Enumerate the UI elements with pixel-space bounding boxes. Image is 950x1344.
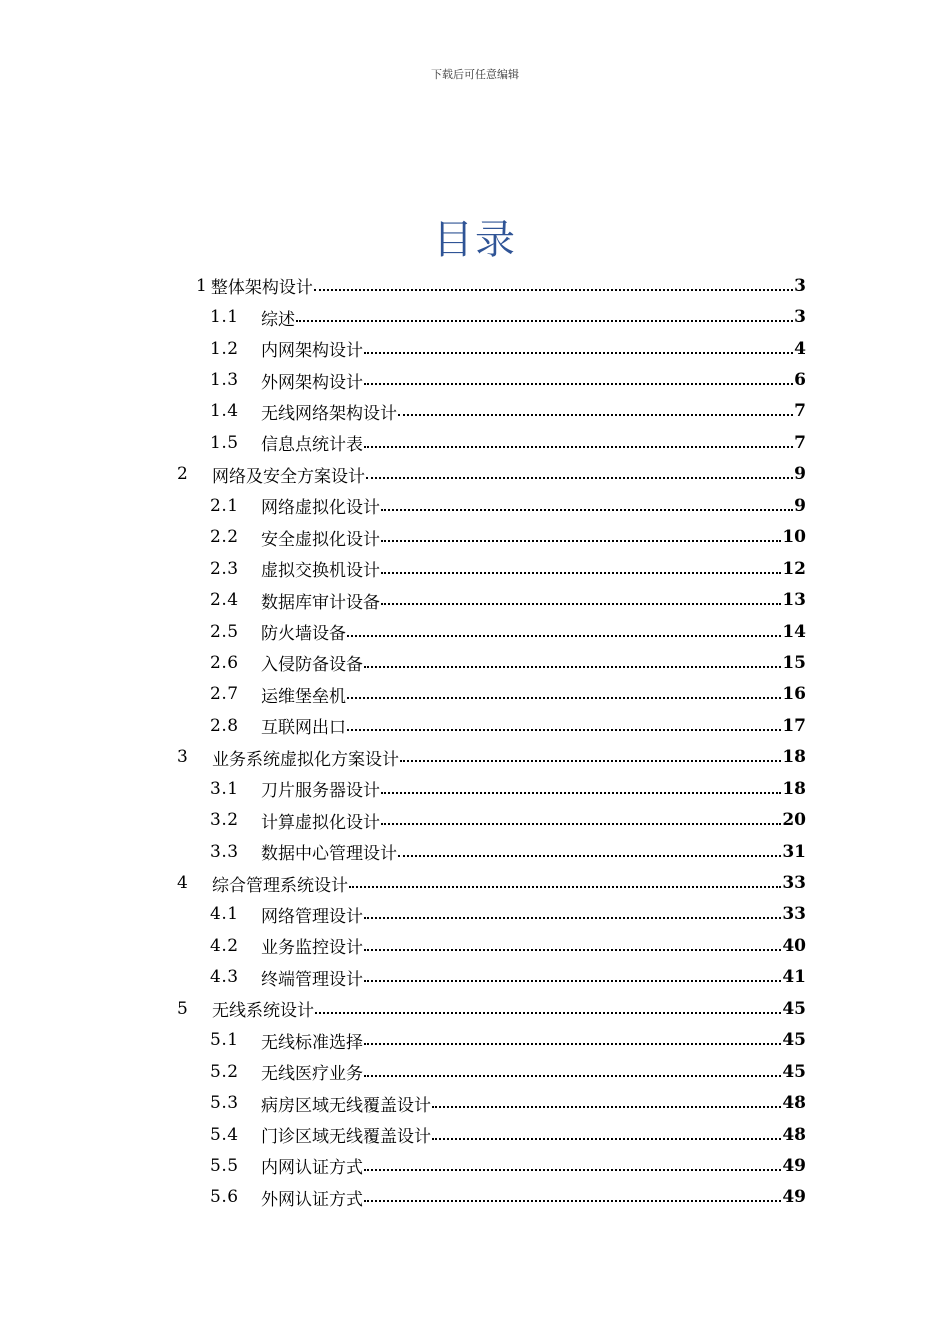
- toc-dot-leader: [381, 823, 781, 825]
- toc-entry-page: 40: [782, 935, 806, 956]
- toc-entry-page: 18: [782, 747, 806, 768]
- toc-dot-leader: [296, 320, 793, 322]
- toc-entry[interactable]: [176, 1056, 806, 1087]
- toc-entry-number: 2: [177, 464, 188, 485]
- toc-entry[interactable]: [176, 459, 806, 490]
- toc-entry-title: 无线网络架构设计: [261, 403, 397, 424]
- toc-entry-page: 13: [782, 590, 806, 611]
- toc-entry-page: 33: [782, 873, 806, 894]
- toc-entry-page: 6: [794, 370, 806, 391]
- toc-entry-title: 网络虚拟化设计: [261, 498, 380, 519]
- toc-entry[interactable]: [176, 993, 806, 1024]
- toc-entry-page: 3: [794, 275, 806, 296]
- toc-entry-title: 无线系统设计: [212, 1001, 314, 1022]
- toc-entry-number: 2.7: [210, 684, 239, 705]
- toc-entry[interactable]: [176, 647, 806, 678]
- toc-dot-leader: [364, 1043, 781, 1045]
- toc-entry[interactable]: [176, 301, 806, 332]
- header-note: 下载后可任意编辑: [431, 68, 519, 81]
- toc-entry[interactable]: [176, 742, 806, 773]
- toc-entry-title: 计算虚拟化设计: [261, 812, 380, 833]
- toc-dot-leader: [364, 383, 793, 385]
- toc-entry-title: 虚拟交换机设计: [261, 561, 380, 582]
- toc-dot-leader: [364, 666, 781, 668]
- toc-entry-number: 3.3: [210, 841, 239, 862]
- toc-dot-leader: [432, 1138, 781, 1140]
- toc-entry-number: 5.4: [210, 1124, 239, 1145]
- toc-entry-number: 3.2: [210, 810, 239, 831]
- toc-entry[interactable]: [176, 710, 806, 741]
- toc-entry-title: 病房区域无线覆盖设计: [261, 1095, 431, 1116]
- toc-entry-number: 2.6: [210, 652, 239, 673]
- toc-entry[interactable]: [176, 616, 806, 647]
- toc-entry-number: 4: [177, 873, 188, 894]
- toc-entry-number: 5.1: [210, 1030, 239, 1051]
- toc-entry[interactable]: [176, 899, 806, 930]
- toc-entry-number: 1.2: [210, 338, 239, 359]
- toc-entry-number: 2.4: [210, 590, 239, 611]
- toc-entry[interactable]: [176, 333, 806, 364]
- toc-dot-leader: [432, 1106, 781, 1108]
- toc-entry[interactable]: [176, 522, 806, 553]
- toc-entry-title: 数据中心管理设计: [261, 844, 397, 865]
- toc-entry-number: 5.5: [210, 1155, 239, 1176]
- toc-dot-leader: [364, 352, 793, 354]
- toc-entry-number: 3.1: [210, 778, 239, 799]
- toc-dot-leader: [364, 446, 793, 448]
- toc-entry-title: 无线医疗业务: [261, 1064, 363, 1085]
- toc-entry[interactable]: [176, 364, 806, 395]
- toc-dot-leader: [347, 635, 781, 637]
- toc-dot-leader: [381, 792, 781, 794]
- toc-title: 目录: [433, 217, 517, 263]
- toc-dot-leader: [398, 855, 781, 857]
- toc-dot-leader: [381, 572, 781, 574]
- toc-entry-number: 2.2: [210, 527, 239, 548]
- table-of-contents: [176, 270, 806, 1213]
- toc-entry-title: 整体架构设计: [210, 278, 313, 299]
- toc-entry-page: 33: [782, 904, 806, 925]
- toc-entry-number: 4.2: [210, 935, 239, 956]
- toc-entry-title: 运维堡垒机: [261, 686, 346, 707]
- toc-dot-leader: [349, 886, 781, 888]
- toc-entry-page: 16: [782, 684, 806, 705]
- toc-entry-title: 综合管理系统设计: [212, 875, 348, 896]
- toc-entry-page: 7: [794, 401, 806, 422]
- toc-entry-title: 信息点统计表: [261, 435, 363, 456]
- toc-entry-page: 48: [782, 1093, 806, 1114]
- toc-entry-title: 业务监控设计: [261, 938, 363, 959]
- toc-entry-page: 4: [794, 338, 806, 359]
- toc-entry-number: 5.6: [210, 1187, 239, 1208]
- toc-entry[interactable]: [176, 427, 806, 458]
- toc-entry[interactable]: [176, 490, 806, 521]
- toc-entry-number: 3: [177, 747, 188, 768]
- toc-dot-leader: [315, 1012, 781, 1014]
- toc-entry-title: 网络管理设计: [261, 906, 363, 927]
- toc-entry-number: 5.3: [210, 1093, 239, 1114]
- toc-dot-leader: [398, 414, 793, 416]
- toc-entry-page: 48: [782, 1124, 806, 1145]
- toc-entry-number: 1.1: [210, 307, 239, 328]
- toc-entry-page: 10: [782, 527, 806, 548]
- toc-entry-number: 2.1: [210, 495, 239, 516]
- toc-entry[interactable]: [176, 270, 806, 301]
- toc-entry-title: 刀片服务器设计: [261, 781, 380, 802]
- toc-dot-leader: [364, 917, 781, 919]
- toc-entry[interactable]: [176, 804, 806, 835]
- toc-entry-number: 5.2: [210, 1061, 239, 1082]
- toc-dot-leader: [364, 1075, 781, 1077]
- toc-entry[interactable]: [176, 1025, 806, 1056]
- toc-entry-number: 1.3: [210, 370, 239, 391]
- toc-entry-page: 9: [794, 464, 806, 485]
- toc-entry[interactable]: [176, 1182, 806, 1213]
- toc-entry-title: 终端管理设计: [261, 969, 363, 990]
- toc-entry-page: 7: [794, 432, 806, 453]
- toc-entry[interactable]: [176, 584, 806, 615]
- toc-entry-title: 防火墙设备: [261, 624, 346, 645]
- toc-entry-page: 12: [782, 558, 806, 579]
- toc-dot-leader: [364, 949, 781, 951]
- toc-entry-number: 2.3: [210, 558, 239, 579]
- toc-entry[interactable]: [176, 773, 806, 804]
- toc-entry-title: 无线标准选择: [261, 1032, 363, 1053]
- toc-entry-page: 45: [782, 1061, 806, 1082]
- toc-entry-page: 9: [794, 495, 806, 516]
- toc-entry-number: 1.4: [210, 401, 239, 422]
- toc-entry[interactable]: [176, 679, 806, 710]
- toc-entry[interactable]: [176, 962, 806, 993]
- toc-entry-page: 49: [782, 1155, 806, 1176]
- toc-dot-leader: [364, 1200, 781, 1202]
- toc-dot-leader: [381, 603, 781, 605]
- toc-entry[interactable]: [176, 396, 806, 427]
- toc-entry[interactable]: [176, 1119, 806, 1150]
- toc-entry-title: 外网架构设计: [261, 372, 363, 393]
- toc-entry[interactable]: [176, 930, 806, 961]
- toc-dot-leader: [364, 980, 781, 982]
- toc-entry-page: 49: [782, 1187, 806, 1208]
- toc-entry-number: 1.5: [210, 432, 239, 453]
- toc-entry-title: 入侵防备设备: [261, 655, 363, 676]
- toc-entry-number: 2.5: [210, 621, 239, 642]
- toc-entry-page: 14: [782, 621, 806, 642]
- toc-entry-title: 外网认证方式: [261, 1189, 363, 1210]
- toc-dot-leader: [381, 509, 793, 511]
- toc-entry-page: 31: [782, 841, 806, 862]
- toc-entry-title: 综述: [261, 309, 295, 330]
- toc-entry-title: 互联网出口: [261, 718, 346, 739]
- toc-entry-title: 数据库审计设备: [261, 592, 380, 613]
- toc-dot-leader: [314, 289, 793, 291]
- toc-entry-page: 45: [782, 998, 806, 1019]
- toc-dot-leader: [347, 697, 781, 699]
- toc-dot-leader: [364, 1169, 781, 1171]
- toc-entry-title: 内网架构设计: [261, 341, 363, 362]
- toc-entry-page: 20: [782, 810, 806, 831]
- toc-entry-number: 1: [196, 275, 207, 296]
- toc-entry-title: 内网认证方式: [261, 1158, 363, 1179]
- toc-entry-page: 15: [782, 652, 806, 673]
- toc-entry-title: 门诊区域无线覆盖设计: [261, 1127, 431, 1148]
- toc-entry[interactable]: [176, 553, 806, 584]
- toc-entry-number: 4.3: [210, 967, 239, 988]
- toc-entry-title: 网络及安全方案设计: [212, 466, 365, 487]
- toc-entry-page: 45: [782, 1030, 806, 1051]
- toc-entry[interactable]: [176, 1087, 806, 1118]
- toc-dot-leader: [347, 729, 781, 731]
- toc-entry-number: 2.8: [210, 715, 239, 736]
- toc-entry-number: 5: [177, 998, 188, 1019]
- toc-entry-page: 41: [782, 967, 806, 988]
- toc-entry[interactable]: [176, 836, 806, 867]
- toc-dot-leader: [400, 760, 781, 762]
- toc-dot-leader: [381, 540, 781, 542]
- toc-entry-title: 安全虚拟化设计: [261, 529, 380, 550]
- toc-entry-number: 4.1: [210, 904, 239, 925]
- toc-dot-leader: [366, 477, 793, 479]
- toc-entry[interactable]: [176, 867, 806, 898]
- toc-entry[interactable]: [176, 1150, 806, 1181]
- toc-entry-page: 17: [782, 715, 806, 736]
- toc-entry-page: 18: [782, 778, 806, 799]
- toc-entry-title: 业务系统虚拟化方案设计: [212, 749, 399, 770]
- toc-entry-page: 3: [794, 307, 806, 328]
